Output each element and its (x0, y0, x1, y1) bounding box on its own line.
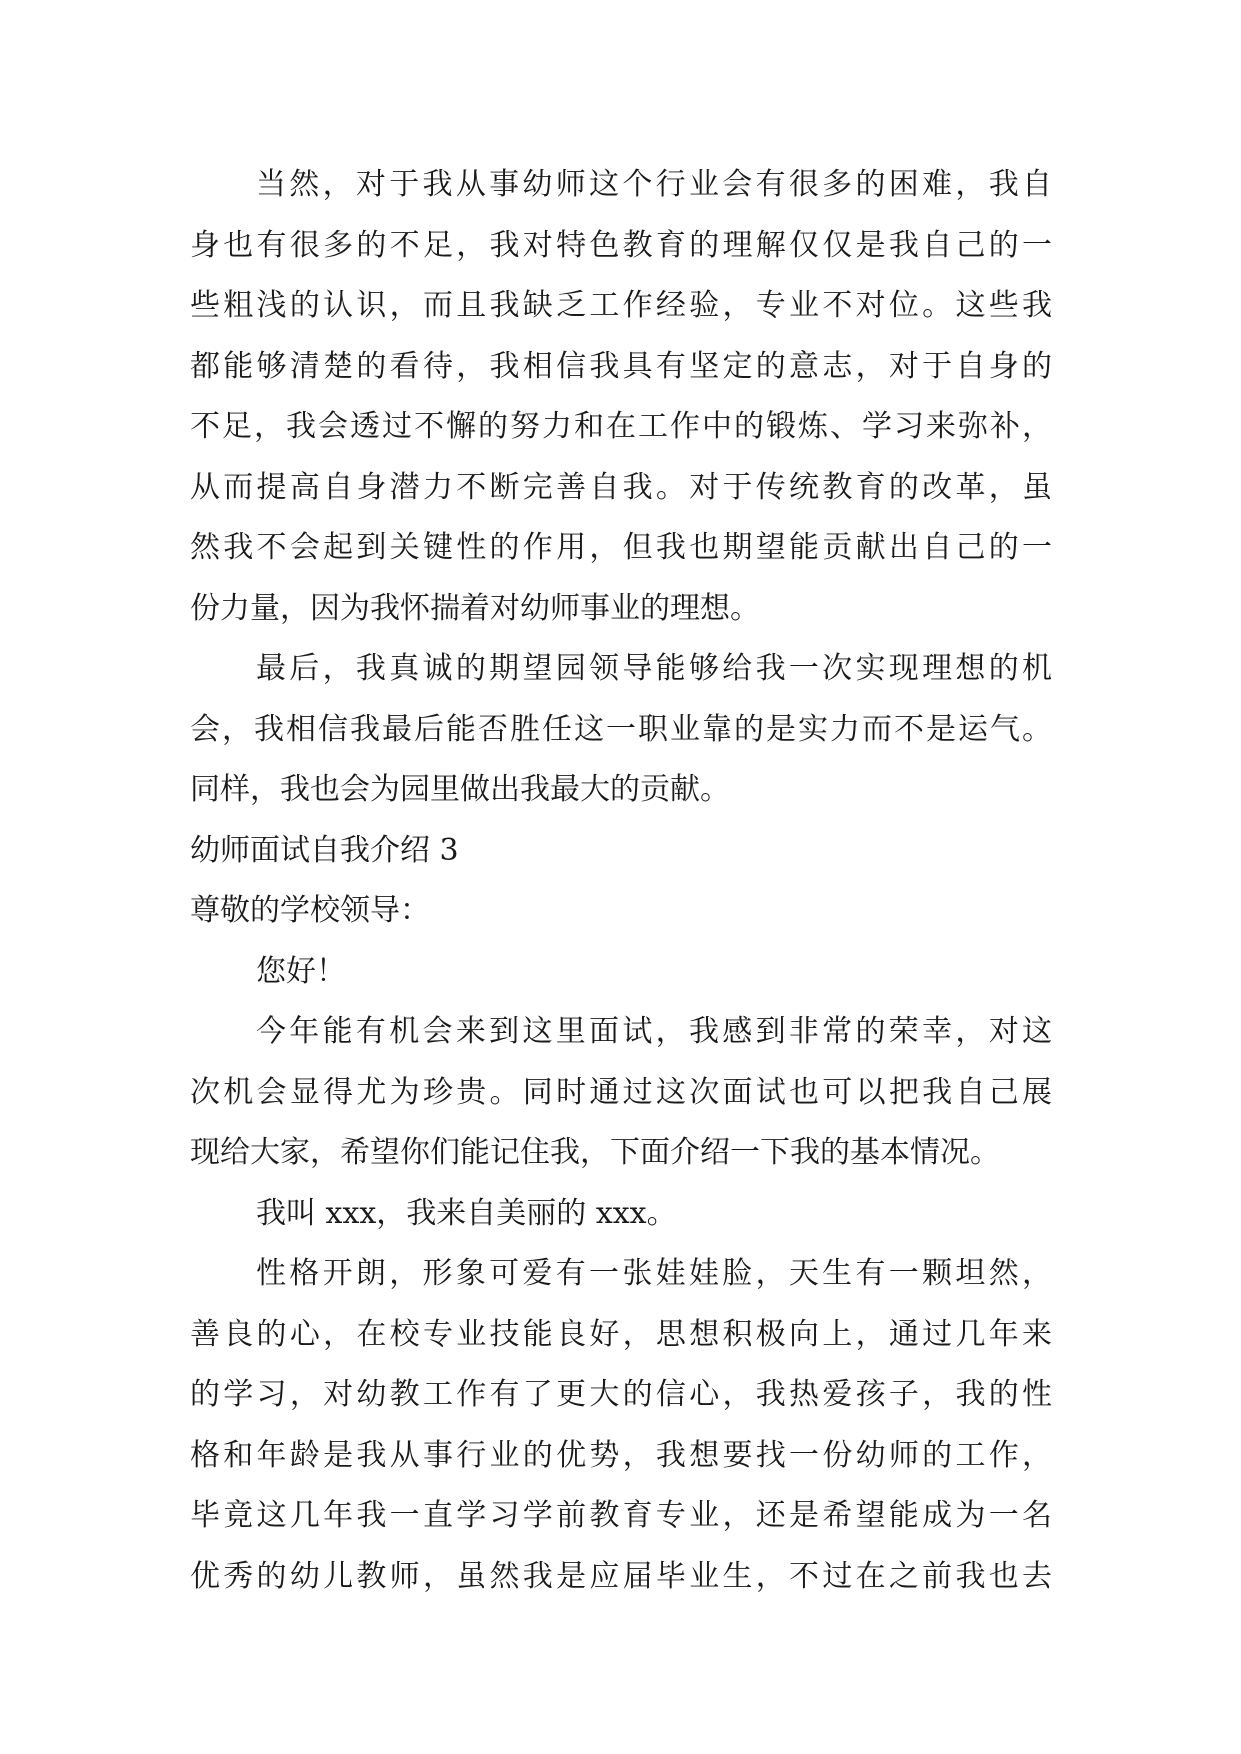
paragraph-line: 份力量，因为我怀揣着对幼师事业的理想。 (190, 590, 760, 626)
paragraph-line: 都能够清楚的看待，我相信我具有坚定的意志，对于自身的 (190, 348, 1052, 384)
paragraph-line: 格和年龄是我从事行业的优势，我想要找一份幼师的工作， (190, 1437, 1052, 1473)
paragraph-line: 毕竟这几年我一直学习学前教育专业，还是希望能成为一名 (190, 1498, 1052, 1533)
paragraph-line: 性格开朗，形象可爱有一张娃娃脸，天生有一颗坦然， (256, 1256, 1052, 1291)
paragraph-line: 的学习，对幼教工作有了更大的信心，我热爱孩子，我的性 (190, 1377, 1052, 1412)
paragraph-line: 最后，我真诚的期望园领导能够给我一次实现理想的机 (256, 651, 1052, 686)
paragraph-line: 善良的心，在校专业技能良好，思想积极向上，通过几年来 (190, 1316, 1052, 1352)
paragraph-line: 些粗浅的认识，而且我缺乏工作经验，专业不对位。这些我 (190, 288, 1052, 323)
paragraph-line: 会，我相信我最后能否胜任这一职业靠的是实力而不是运气。 (190, 711, 1052, 747)
paragraph-line: 同样，我也会为园里做出我最大的贡献。 (190, 772, 730, 807)
paragraph-line: 次机会显得尤为珍贵。同时通过这次面试也可以把我自己展 (190, 1074, 1052, 1110)
paragraph-line: 从而提高自身潜力不断完善自我。对于传统教育的改革，虽 (190, 469, 1052, 505)
paragraph-line: 现给大家，希望你们能记住我，下面介绍一下我的基本情况。 (190, 1135, 1000, 1170)
paragraph-line: 然我不会起到关键性的作用，但我也期望能贡献出自己的一 (190, 530, 1052, 565)
document-body (190, 155, 1052, 1607)
salutation: 尊敬的学校领导： (190, 893, 430, 928)
paragraph-line: 当然，对于我从事幼师这个行业会有很多的困难，我自 (256, 167, 1052, 202)
paragraph-line: 今年能有机会来到这里面试，我感到非常的荣幸，对这 (256, 1014, 1052, 1049)
paragraph-line: 身也有很多的不足，我对特色教育的理解仅仅是我自己的一 (190, 227, 1052, 263)
paragraph-line: 不足，我会透过不懈的努力和在工作中的锻炼、学习来弥补， (190, 409, 1052, 444)
section-heading: 幼师面试自我介绍 3 (190, 832, 459, 868)
paragraph-line: 优秀的幼儿教师，虽然我是应届毕业生，不过在之前我也去 (190, 1558, 1052, 1594)
greeting: 您好！ (256, 953, 346, 989)
paragraph-line: 我叫 xxx，我来自美丽的 xxx。 (256, 1195, 677, 1231)
